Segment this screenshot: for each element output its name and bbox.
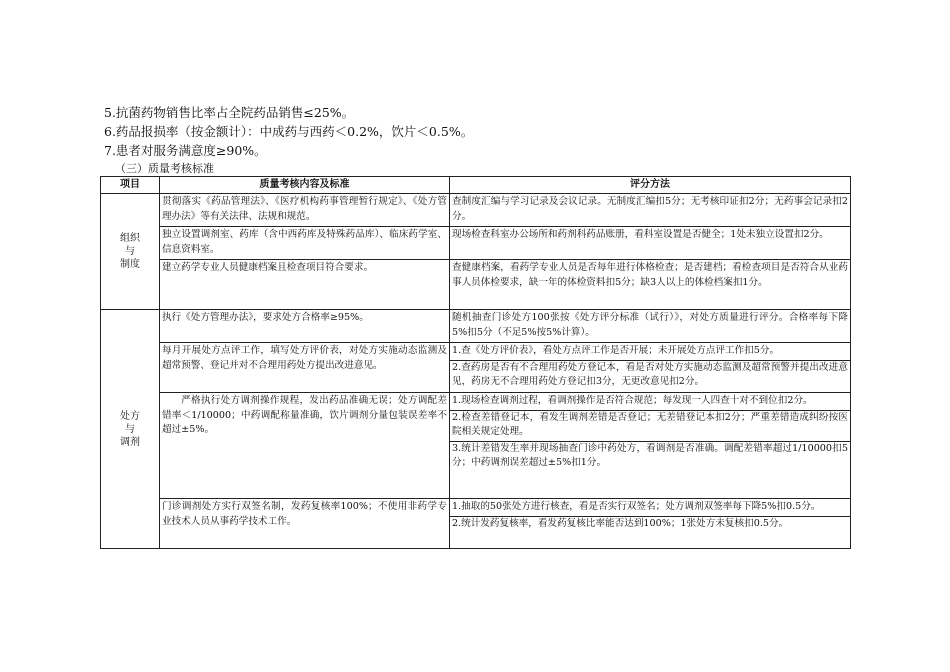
category-text: 组织	[120, 233, 140, 244]
table-row	[101, 227, 851, 260]
content-cell: 建立药学专业人员健康档案且检查项目符合要求。	[160, 260, 450, 310]
category-text: 与	[125, 423, 135, 435]
scoring-item: 1.现场检查调剂过程，看调剂操作是否符合规范；每发现一人四查十对不到位扣2分。	[452, 395, 813, 406]
category-prescription	[101, 310, 160, 549]
paragraph-loss-rate: 6.药品报损率（按金额计）：中成药与西药＜0.2%，饮片＜0.5%。	[104, 124, 474, 139]
paragraph-satisfaction: 7.患者对服务满意度≥90%。	[104, 143, 267, 158]
table-row	[101, 499, 851, 549]
content-cell: 独立设置调剂室、药库（含中西药库及特殊药品库）、临床药学室、信息资料室。	[160, 227, 450, 260]
table-row	[101, 310, 851, 343]
scoring-cell: 查制度汇编与学习记录及会议记录。无制度汇编扣5分；无考核印证扣2分；无药事会记录扣2分。	[450, 194, 851, 227]
header-content: 质量考核内容及标准	[160, 177, 450, 194]
table-row	[101, 194, 851, 227]
content-cell: 严格执行处方调剂操作规程，发出药品准确无误；处方调配差错率＜1/10000；中药调配称量准确，饮片调剂分量包装误差率不超过±5%。	[160, 393, 450, 499]
scoring-item: 2.查药房是否有不合理用药处方登记本，看是否对处方实施动态监测及超常预警并提出改进意见，药房无不合理用药处方登记扣3分，无更改意见扣2分。	[450, 360, 850, 390]
category-organization	[101, 194, 160, 310]
category-text: 制度	[120, 259, 140, 270]
scoring-cell	[450, 343, 851, 393]
section-heading: （三）质量考核标准	[115, 162, 214, 175]
content-cell: 门诊调剂处方实行双签名制，发药复核率100%；不使用非药学专业技术人员从事药学技术工作。	[160, 499, 450, 549]
content-cell: 贯彻落实《药品管理法》、《医疗机构药事管理暂行规定》、《处方管理办法》等有关法律、法规和规范。	[160, 194, 450, 227]
scoring-item: 2.统计发药复核率，看发药复核比率能否达到100%；1张处方未复核扣0.5分。	[450, 516, 850, 532]
table-row	[101, 343, 851, 393]
scoring-item: 2.检查差错登记本，看发生调剂差错是否登记；无差错登记本扣2分；严重差错造成纠纷按医院相关规定处理。	[450, 410, 850, 440]
header-item: 项目	[101, 177, 160, 194]
paragraph-antibiotic-ratio: 5.抗菌药物销售比率占全院药品销售≤25%。	[104, 105, 355, 120]
scoring-item: 1.查《处方评价表》，看处方点评工作是否开展；未开展处方点评工作扣5分。	[452, 345, 780, 356]
category-text: 与	[125, 246, 135, 257]
scoring-item: 1.抽取的50张处方进行核查，看是否实行双签名；处方调剂双签率每下降5%扣0.5分。	[452, 501, 821, 512]
category-text: 调剂	[120, 436, 140, 448]
scoring-cell: 随机抽查门诊处方100张按《处方评分标准（试行）》，对处方质量进行评分。合格率每下降5%扣5分（不足5%按5%计算）。	[450, 310, 851, 343]
table-row	[101, 260, 851, 310]
header-scoring: 评分方法	[450, 177, 851, 194]
quality-standard-table	[100, 176, 851, 549]
scoring-item: 3.统计差错发生率并现场抽查门诊中药处方，看调剂是否准确。调配差错率超过1/10000扣5分；中药调剂误差超过±5%扣1分。	[450, 441, 850, 471]
table-row	[101, 393, 851, 499]
content-cell: 每月开展处方点评工作，填写处方评价表，对处方实施动态监测及超常预警、登记并对不合理用药处方提出改进意见。	[160, 343, 450, 393]
scoring-cell	[450, 393, 851, 499]
scoring-cell: 现场检查科室办公场所和药剂科药品账册，看科室设置是否健全；1处未独立设置扣2分。	[450, 227, 851, 260]
category-text: 处方	[120, 410, 140, 422]
scoring-cell	[450, 499, 851, 549]
scoring-cell: 查健康档案，看药学专业人员是否每年进行体格检查；是否建档；看检查项目是否符合从业药事人员体检要求，缺一年的体检资料扣5分；缺3人以上的体检档案扣1分。	[450, 260, 851, 310]
content-cell: 执行《处方管理办法》，要求处方合格率≥95%。	[160, 310, 450, 343]
table-header-row	[101, 177, 851, 194]
